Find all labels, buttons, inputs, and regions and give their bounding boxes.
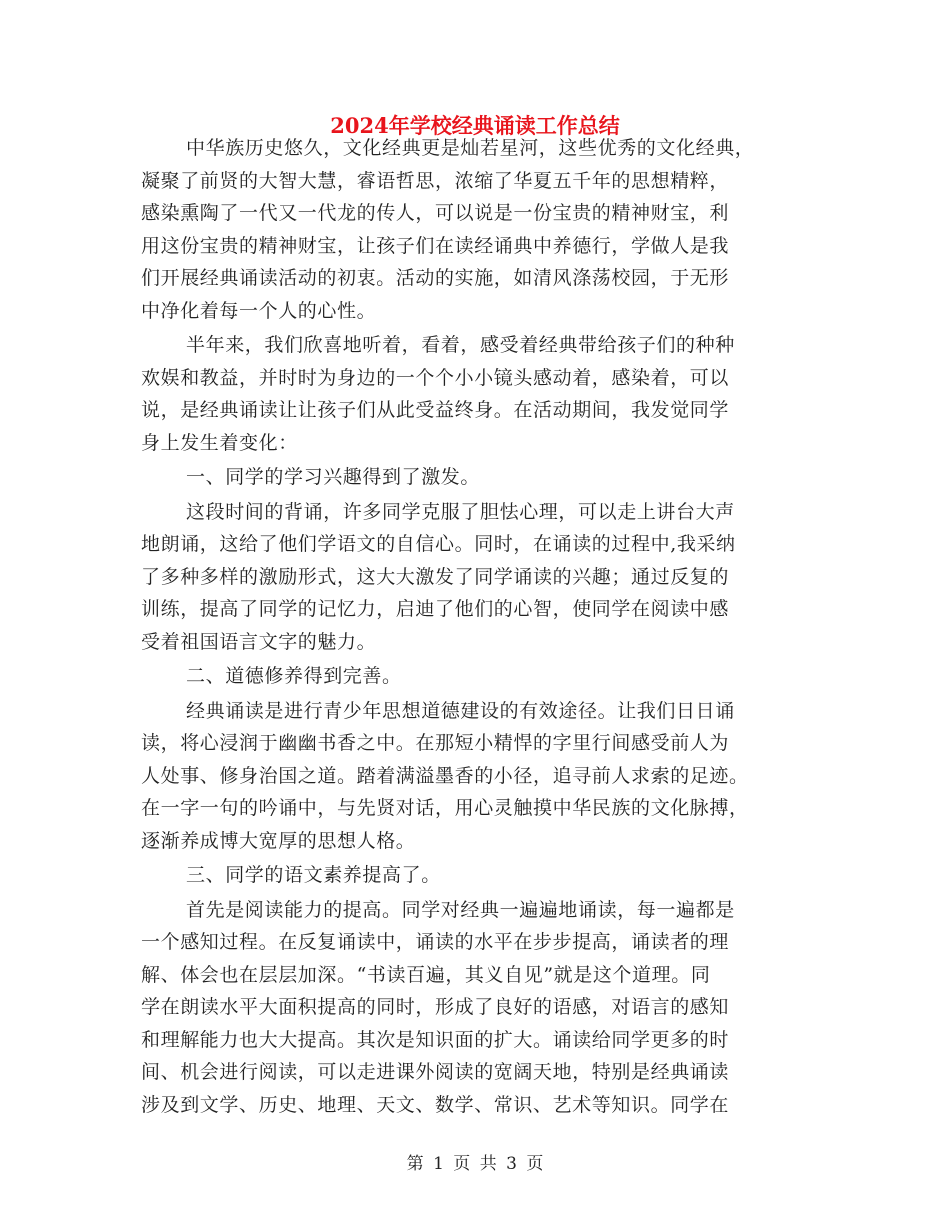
paragraph-line: 逐渐养成博大宽厚的思想人格。 <box>141 829 416 852</box>
paragraph <box>141 461 793 494</box>
paragraph <box>141 859 793 892</box>
paragraph-line: 间、机会进行阅读，可以走进课外阅读的宽阔天地，特别是经典诵读 <box>141 1061 730 1083</box>
paragraph <box>141 695 793 858</box>
paragraph-line: 学在朗读水平大面积提高的同时，形成了良好的语感，对语言的感知 <box>141 996 730 1018</box>
paragraph <box>141 894 793 1122</box>
paragraph-line: 们开展经典诵读活动的初衷。活动的实施，如清风涤荡校园，于无形 <box>141 267 730 289</box>
paragraph-line: 中华族历史悠久，文化经典更是灿若星河，这些优秀的文化经典， <box>186 137 755 159</box>
paragraph-line: 身上发生着变化： <box>141 431 298 454</box>
page-title: 2024年学校经典诵读工作总结 <box>330 113 620 138</box>
paragraph <box>141 496 793 659</box>
paragraph-line: 首先是阅读能力的提高。同学对经典一遍遍地诵读，每一遍都是 <box>186 898 735 921</box>
paragraph <box>141 132 793 327</box>
paragraph <box>141 329 793 459</box>
paragraph-line: 一、同学的学习兴趣得到了激发。 <box>186 466 481 488</box>
paragraph-line: 解、体会也在层层加深。“书读百遍，其义自见”就是这个道理。同 <box>141 963 711 986</box>
paragraph-line: 了多种多样的激励形式，这大大激发了同学诵读的兴趣；通过反复的 <box>141 565 730 588</box>
paragraph-line: 凝聚了前贤的大智大慧，睿语哲思，浓缩了华夏五千年的思想精粹， <box>141 169 730 192</box>
paragraph-line: 感染熏陶了一代又一代龙的传人，可以说是一份宝贵的精神财宝，利 <box>141 202 730 224</box>
paragraph-line: 在一字一句的吟诵中，与先贤对话，用心灵触摸中华民族的文化脉搏， <box>141 797 749 819</box>
paragraph-line: 涉及到文学、历史、地理、天文、数学、常识、艺术等知识。同学在 <box>141 1093 730 1116</box>
paragraph-line: 欢娱和教益，并时时为身边的一个个小小镜头感动着，感染着，可以 <box>141 366 730 389</box>
paragraph-line: 训练，提高了同学的记忆力，启迪了他们的心智，使同学在阅读中感 <box>141 598 730 620</box>
paragraph-line: 人处事、修身治国之道。踏着满溢墨香的小径，追寻前人求索的足迹。 <box>141 764 749 787</box>
paragraph-line: 读，将心浸润于幽幽书香之中。在那短小精悍的字里行间感受前人为 <box>141 732 730 754</box>
paragraph-line: 一个感知过程。在反复诵读中，诵读的水平在步步提高，诵读者的理 <box>141 931 730 953</box>
paragraph-line: 二、道德修养得到完善。 <box>186 665 402 687</box>
paragraph <box>141 660 793 693</box>
paragraph-line: 和理解能力也大大提高。其次是知识面的扩大。诵读给同学更多的时 <box>141 1028 730 1051</box>
paragraph-line: 中净化着每一个人的心性。 <box>141 299 377 322</box>
document-body <box>141 132 793 1123</box>
paragraph-line: 这段时间的背诵，许多同学克服了胆怯心理，可以走上讲台大声 <box>186 500 735 523</box>
paragraph-line: 地朗诵，这给了他们学语文的自信心。同时，在诵读的过程中,我采纳 <box>141 533 736 555</box>
paragraph-line: 经典诵读是进行青少年思想道德建设的有效途径。让我们日日诵 <box>186 699 735 722</box>
paragraph-line: 半年来，我们欣喜地听着，看着，感受着经典带给孩子们的种种 <box>186 334 735 356</box>
paragraph-line: 三、同学的语文素养提高了。 <box>186 864 441 886</box>
paragraph-line: 说，是经典诵读让让孩子们从此受益终身。在活动期间，我发觉同学 <box>141 399 730 421</box>
paragraph-line: 用这份宝贵的精神财宝，让孩子们在读经诵典中养德行，学做人是我 <box>141 234 730 257</box>
page-footer: 第 1 页 共 3 页 <box>406 1154 544 1174</box>
paragraph-line: 受着祖国语言文字的魅力。 <box>141 630 377 653</box>
